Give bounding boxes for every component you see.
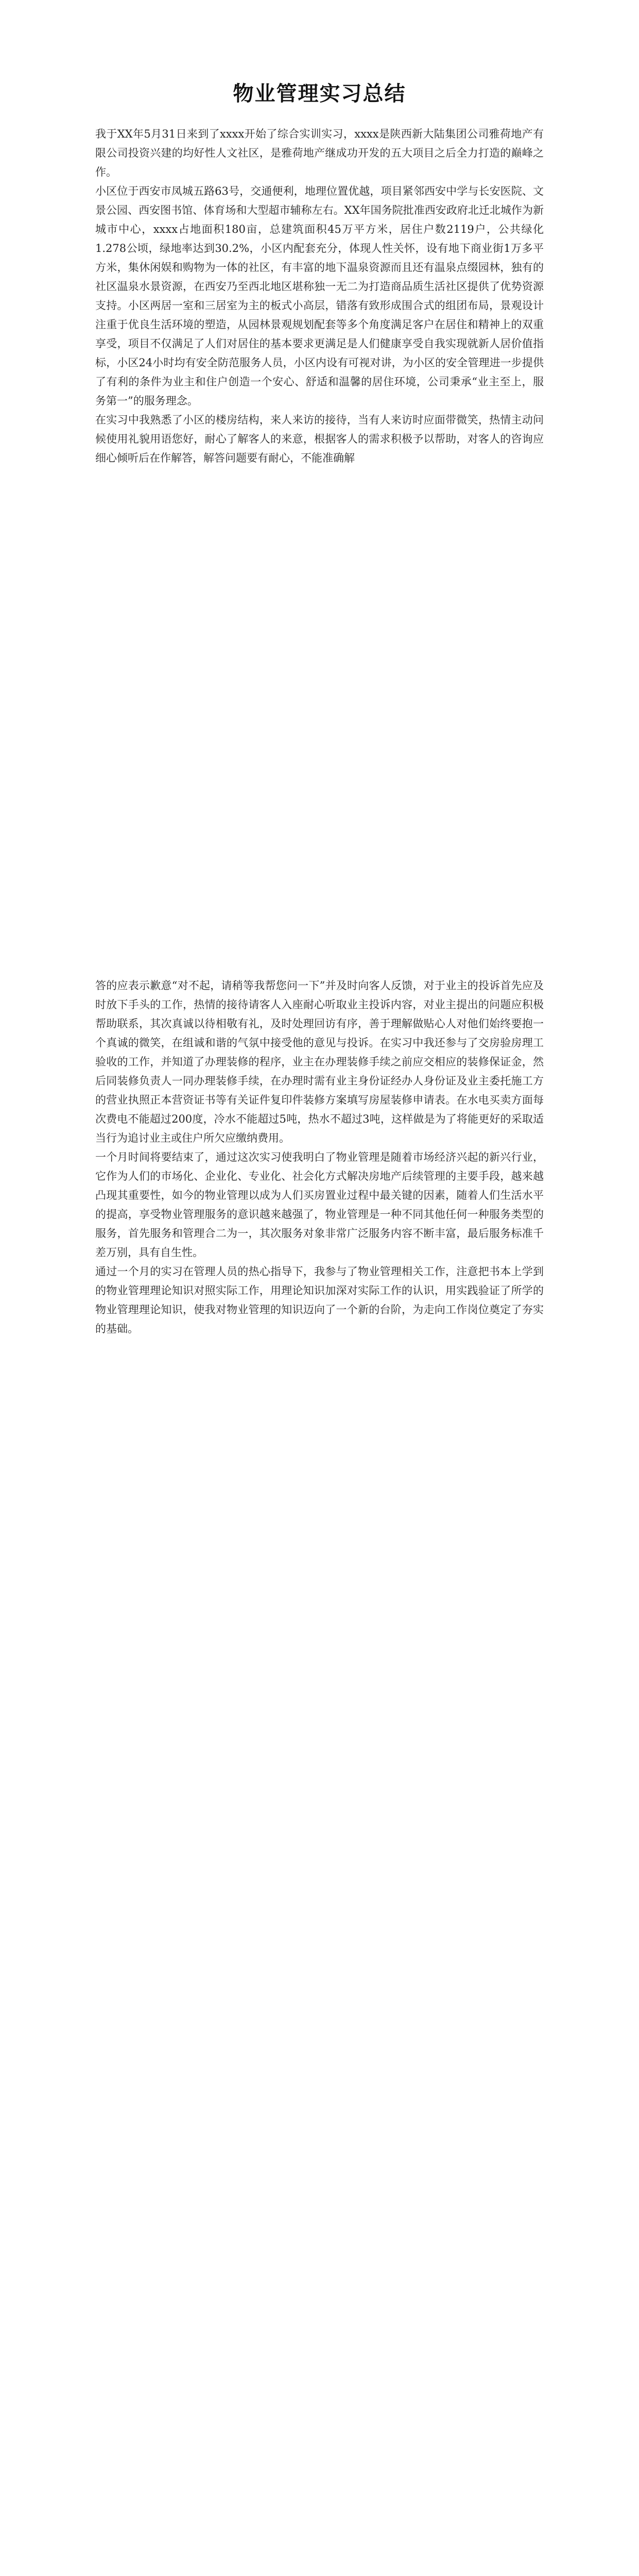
paragraph-reception-duties: 在实习中我熟悉了小区的楼房结构，来人来访的接待，当有人来访时应面带微笑，热情主动问候使用礼貌用语您好，耐心了解客人的来意，根据客人的需求积极予以帮助，对客人的咨询应细心倾听后在作解答，解答问题要有耐心，不能准确解 <box>95 414 544 464</box>
paragraph-community-description: 小区位于西安市凤城五路63号，交通便利，地理位置优越，项目紧邻西安中学与长安医院、文景公园、西安图书馆、体育场和大型超市辅称左右。XX年国务院批准西安政府北迁北城作为新城市中心，xxxx占地面积180亩，总建筑面积45万平方米，居住户数2119户，公共绿化1.278公顷，绿地率达到30.2%，小区内配套充分，体现人性关怀，设有地下商业街1万多平方米，集休闲娱和购物为一体的社区，有丰富的地下温泉资源而且还有温泉点缀园林，独有的社区温泉水景资源，在西安乃至西北地区堪称独一无二为打造商品质生活社区提供了优势资源支持。小区两居一室和三居室为主的板式小高层，错落有致形成围合式的组团布局，景观设计注重于优良生活环境的塑造，从园林景观规划配套等多个角度满足客户在居住和精神上的双重享受，项目不仅满足了人们对居住的基本要求更满足是人们健康享受自我实现就新人居价值指标，小区24小时均有安全防范服务人员，小区内设有可视对讲，为小区的安全管理进一步提供了有利的条件为业主和住户创造一个安心、舒适和温馨的居住环境，公司秉承“业主至上，服务第一”的服务理念。 <box>95 185 544 407</box>
paragraph-intro: 我于XX年5月31日来到了xxxx开始了综合实训实习，xxxx是陕西新大陆集团公司雅荷地产有限公司投资兴建的均好性人文社区，是雅荷地产继成功开发的五大项目之后全力打造的巅峰之作。 <box>95 128 544 178</box>
document-title: 物业管理实习总结 <box>233 81 406 106</box>
paragraph-conclusion: 通过一个月的实习在管理人员的热心指导下，我参与了物业管理相关工作，注意把书本上学到的物业管理理论知识对照实际工作，用理论知识加深对实际工作的认识，用实践验证了所学的物业管理理论知识，使我对物业管理的知识迈向了一个新的台阶，为走向工作岗位奠定了夯实的基础。 <box>95 1265 544 1335</box>
first-page-body <box>95 125 544 468</box>
second-page-body <box>95 976 544 1338</box>
paragraph-property-management-insight: 一个月时间将要结束了，通过这次实习使我明白了物业管理是随着市场经济兴起的新兴行业，它作为人们的市场化、企业化、专业化、社会化方式解决房地产后续管理的主要手段，越来越凸现其重要性，如今的物业管理以成为人们买房置业过程中最关键的因素，随着人们生活水平的提高，享受物业管理服务的意识越来越强了，物业管理是一种不同其他任何一种服务类型的服务，首先服务和管理合二为一，其次服务对象非常广泛服务内容不断丰富，最后服务标准千差万别，具有自生性。 <box>95 1151 544 1259</box>
paragraph-complaints-and-renovation: 答的应表示歉意“对不起，请稍等我帮您问一下”并及时向客人反馈，对于业主的投诉首先应及时放下手头的工作，热情的接待请客人入座耐心听取业主投诉内容，对业主提出的问题应积极帮助联系，其次真诚以待相敬有礼，及时处理回访有序，善于理解做贴心人对他们始终要抱一个真诚的微笑，在组诚和谐的气氛中接受他的意见与投诉。在实习中我还参与了交房验房理工验收的工作，并知道了办理装修的程序，业主在办理装修手续之前应交相应的装修保证金，然后同装修负责人一同办理装修手续，在办理时需有业主身份证经办人身份证及业主委托施工方的营业执照正本营资证书等有关证件复印件装修方案填写房屋装修申请表。在水电买卖方面每次费电不能超过200度，冷水不能超过5吨，热水不超过3吨，这样做是为了将能更好的采取适当行为追讨业主或住户所欠应缴纳费用。 <box>95 979 544 1144</box>
